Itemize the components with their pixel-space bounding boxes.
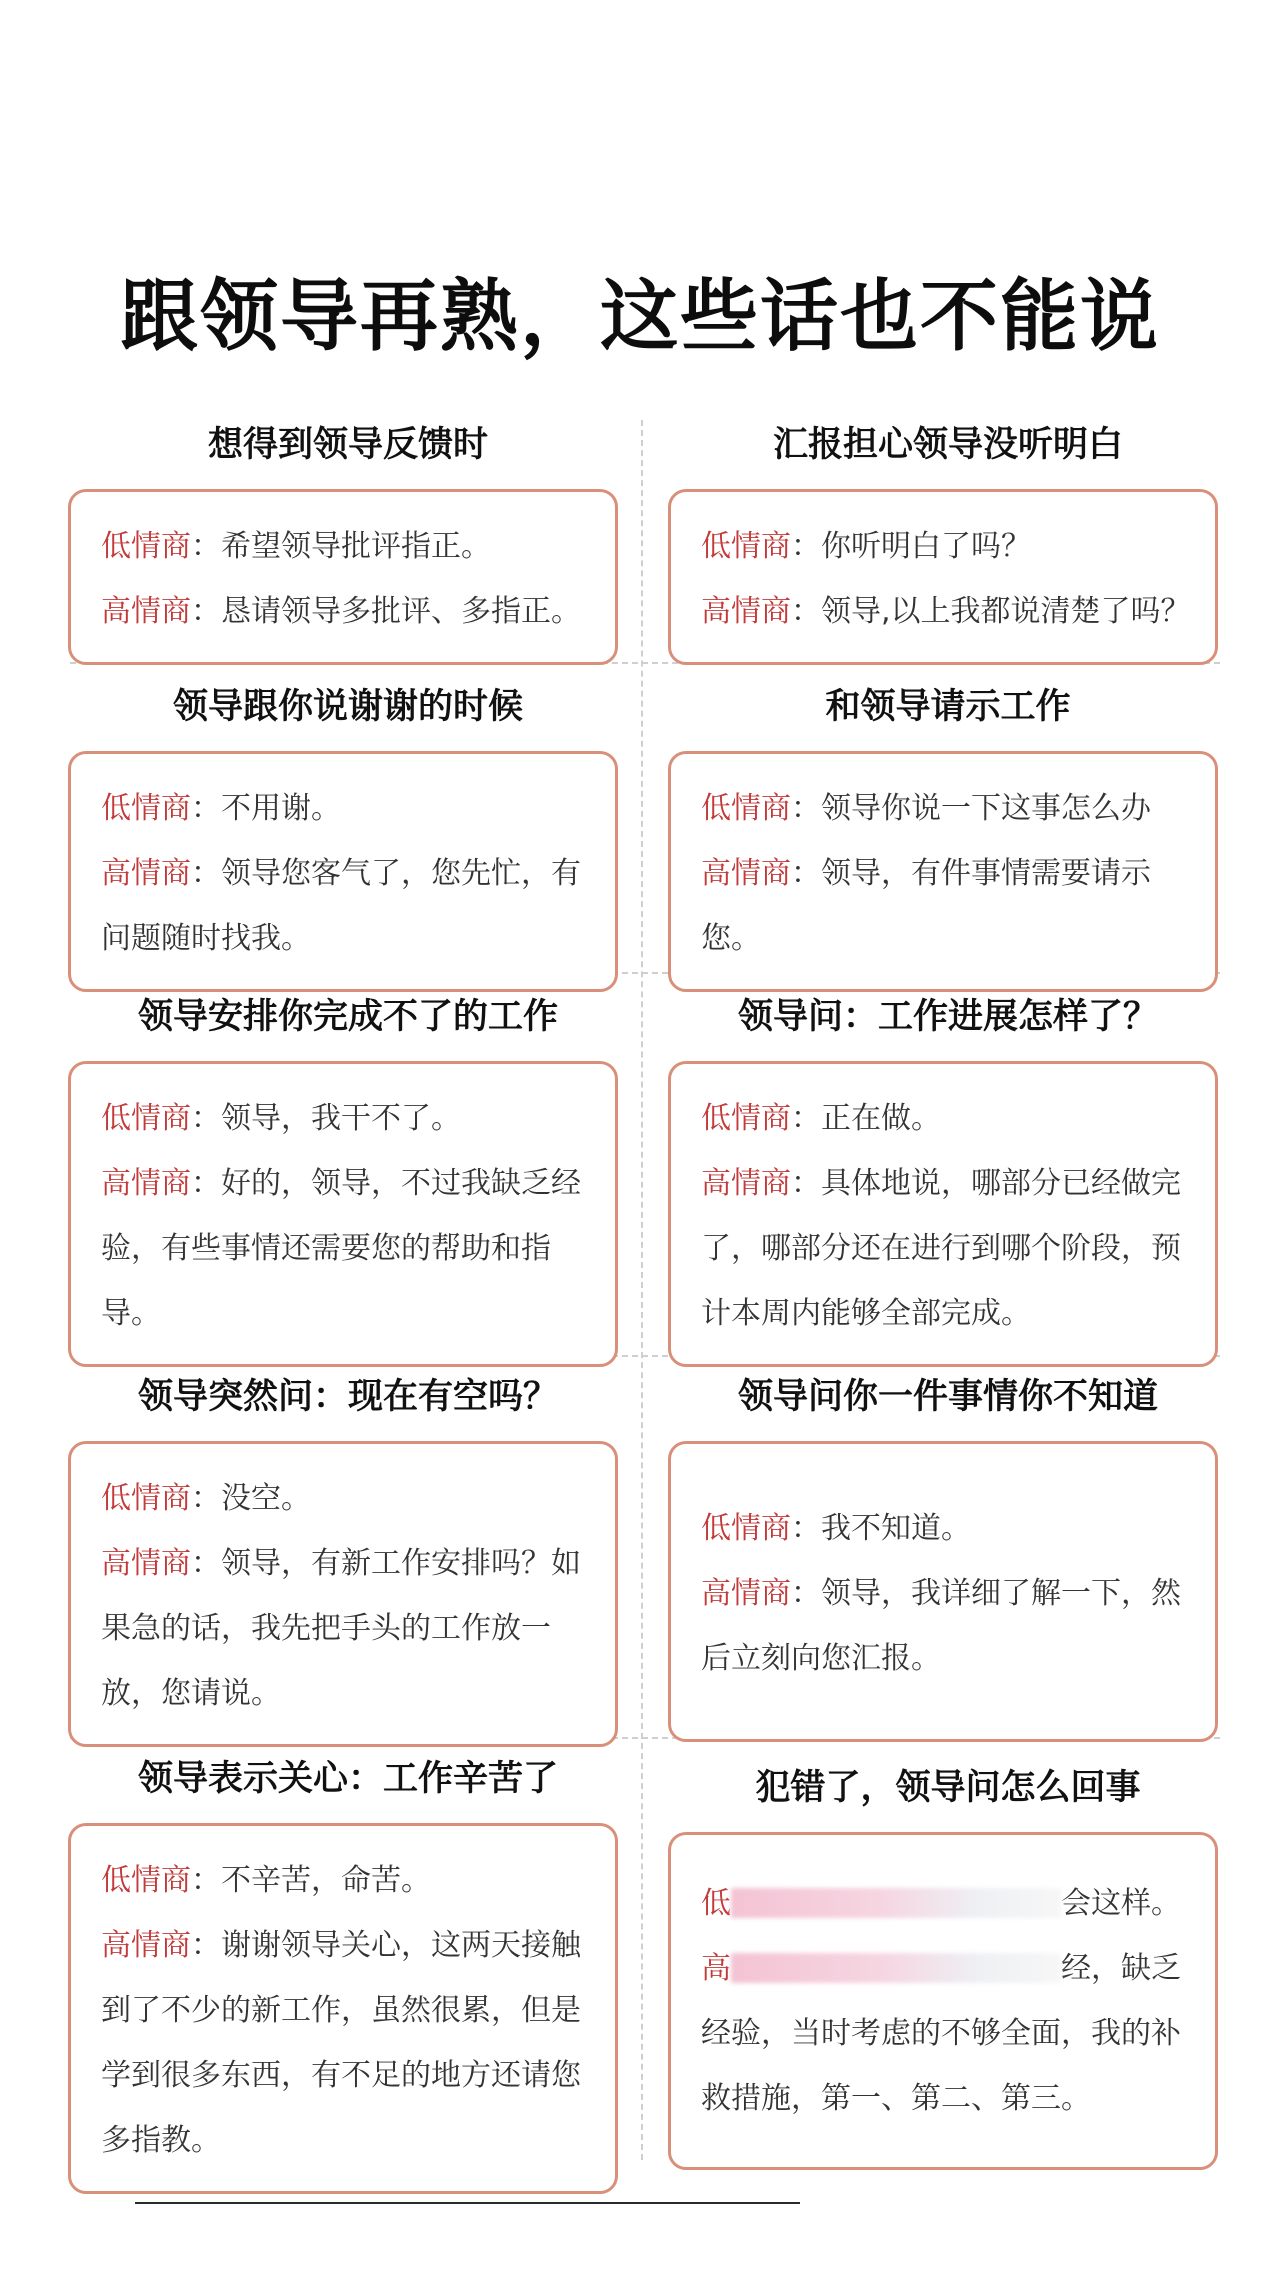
tip-card: [668, 1832, 1218, 2170]
high-eq-text: ：领导，有新工作安排吗？如果急的话，我先把手头的工作放一放，您请说。: [101, 1546, 581, 1711]
tip-dont-know: [668, 1377, 1228, 1742]
tip-heading: 想得到领导反馈时: [207, 425, 488, 465]
high-eq-label: 高情商: [701, 594, 791, 629]
tip-thanks: [68, 687, 628, 992]
tip-made-mistake: [668, 1768, 1228, 2170]
high-eq-line: [101, 841, 587, 971]
tip-heading: 犯错了，领导问怎么回事: [755, 1768, 1141, 1808]
low-eq-label: 低情商: [701, 529, 791, 564]
high-eq-label: 高情商: [101, 1546, 191, 1581]
low-eq-label: 低情商: [701, 1511, 791, 1546]
high-eq-label: 高情商: [701, 1576, 791, 1611]
low-eq-text: ：正在做。: [791, 1101, 941, 1136]
tip-card: [668, 1061, 1218, 1367]
high-eq-label: 高情商: [701, 856, 791, 891]
tip-card: [68, 489, 618, 665]
high-eq-text: ：领导，有件事情需要请示您。: [701, 856, 1151, 956]
tip-work-progress: [668, 997, 1228, 1367]
low-eq-line: [101, 514, 587, 579]
tip-card: [68, 751, 618, 992]
tip-feedback: [68, 425, 628, 665]
high-eq-line: [101, 1913, 587, 2173]
blurred-region: [731, 1888, 1061, 1918]
high-eq-line: [701, 1936, 1187, 2131]
low-eq-line: [701, 1496, 1187, 1561]
tip-heading: 领导表示关心：工作辛苦了: [137, 1759, 558, 1799]
tip-card: [668, 489, 1218, 665]
low-eq-line: [101, 1848, 587, 1913]
high-eq-label: 高: [701, 1951, 731, 1986]
high-eq-label: 高情商: [701, 1166, 791, 1201]
low-eq-text: ：领导，我干不了。: [191, 1101, 461, 1136]
vertical-divider: [641, 420, 643, 2160]
low-eq-label: 低情商: [101, 791, 191, 826]
low-eq-text: ：不用谢。: [191, 791, 341, 826]
low-eq-label: 低情商: [101, 1101, 191, 1136]
tip-heading: 领导跟你说谢谢的时候: [172, 687, 523, 727]
low-eq-text: ：希望领导批评指正。: [191, 529, 491, 564]
tip-card: [68, 1823, 618, 2194]
high-eq-text: 经，缺乏经验，当时考虑的不够全面，我的补救措施，第一、第二、第三。: [701, 1951, 1181, 2116]
tip-card: [668, 1441, 1218, 1742]
low-eq-line: [701, 776, 1187, 841]
high-eq-line: [701, 1151, 1187, 1346]
low-eq-label: 低情商: [701, 1101, 791, 1136]
high-eq-text: ：领导您客气了，您先忙，有问题随时找我。: [101, 856, 581, 956]
high-eq-line: [101, 579, 587, 644]
high-eq-line: [101, 1151, 587, 1346]
low-eq-label: 低情商: [101, 1481, 191, 1516]
tip-free-now: [68, 1377, 628, 1747]
low-eq-line: [701, 1086, 1187, 1151]
low-eq-label: 低情商: [101, 1863, 191, 1898]
low-eq-label: 低情商: [701, 791, 791, 826]
tip-heading: 领导问：工作进展怎样了？: [737, 997, 1158, 1037]
high-eq-text: ：领导,以上我都说清楚了吗？: [791, 594, 1191, 629]
bottom-rule: [135, 2202, 800, 2204]
low-eq-line: [701, 1871, 1187, 1936]
low-eq-text: ：不辛苦，命苦。: [191, 1863, 431, 1898]
tip-report-understood: [668, 425, 1228, 665]
low-eq-line: [101, 1466, 587, 1531]
low-eq-text: ：领导你说一下这事怎么办: [791, 791, 1151, 826]
blurred-region: [731, 1953, 1061, 1983]
low-eq-label: 低: [701, 1886, 731, 1921]
low-eq-text: ：我不知道。: [791, 1511, 971, 1546]
high-eq-line: [701, 579, 1201, 644]
tip-heading: 领导突然问：现在有空吗？: [137, 1377, 558, 1417]
high-eq-label: 高情商: [101, 1166, 191, 1201]
low-eq-line: [701, 514, 1201, 579]
high-eq-line: [101, 1531, 587, 1726]
tip-heading: 领导安排你完成不了的工作: [137, 997, 558, 1037]
tip-card: [68, 1061, 618, 1367]
tip-heading: 和领导请示工作: [825, 687, 1071, 727]
tip-impossible-task: [68, 997, 628, 1367]
high-eq-label: 高情商: [101, 1928, 191, 1963]
tip-heading: 领导问你一件事情你不知道: [737, 1377, 1158, 1417]
tip-hard-work: [68, 1759, 628, 2194]
high-eq-text: ：具体地说，哪部分已经做完了，哪部分还在进行到哪个阶段，预计本周内能够全部完成。: [701, 1166, 1181, 1331]
high-eq-line: [701, 1561, 1187, 1691]
low-eq-line: [101, 1086, 587, 1151]
low-eq-text: ：你听明白了吗？: [791, 529, 1031, 564]
low-eq-text: 会这样。: [1061, 1886, 1181, 1921]
low-eq-line: [101, 776, 587, 841]
high-eq-text: ：好的，领导，不过我缺乏经验，有些事情还需要您的帮助和指导。: [101, 1166, 581, 1331]
tip-card: [668, 751, 1218, 992]
high-eq-text: ：谢谢领导关心，这两天接触到了不少的新工作，虽然很累，但是学到很多东西，有不足的地方还请您多指教。: [101, 1928, 581, 2158]
high-eq-text: ：领导，我详细了解一下，然后立刻向您汇报。: [701, 1576, 1181, 1676]
tip-card: [68, 1441, 618, 1747]
high-eq-text: ：恳请领导多批评、多指正。: [191, 594, 581, 629]
low-eq-label: 低情商: [101, 529, 191, 564]
page-title: 跟领导再熟，这些话也不能说: [119, 272, 1160, 362]
tip-ask-instruction: [668, 687, 1228, 992]
high-eq-label: 高情商: [101, 594, 191, 629]
high-eq-label: 高情商: [101, 856, 191, 891]
high-eq-line: [701, 841, 1187, 971]
tip-heading: 汇报担心领导没听明白: [772, 425, 1123, 465]
low-eq-text: ：没空。: [191, 1481, 311, 1516]
